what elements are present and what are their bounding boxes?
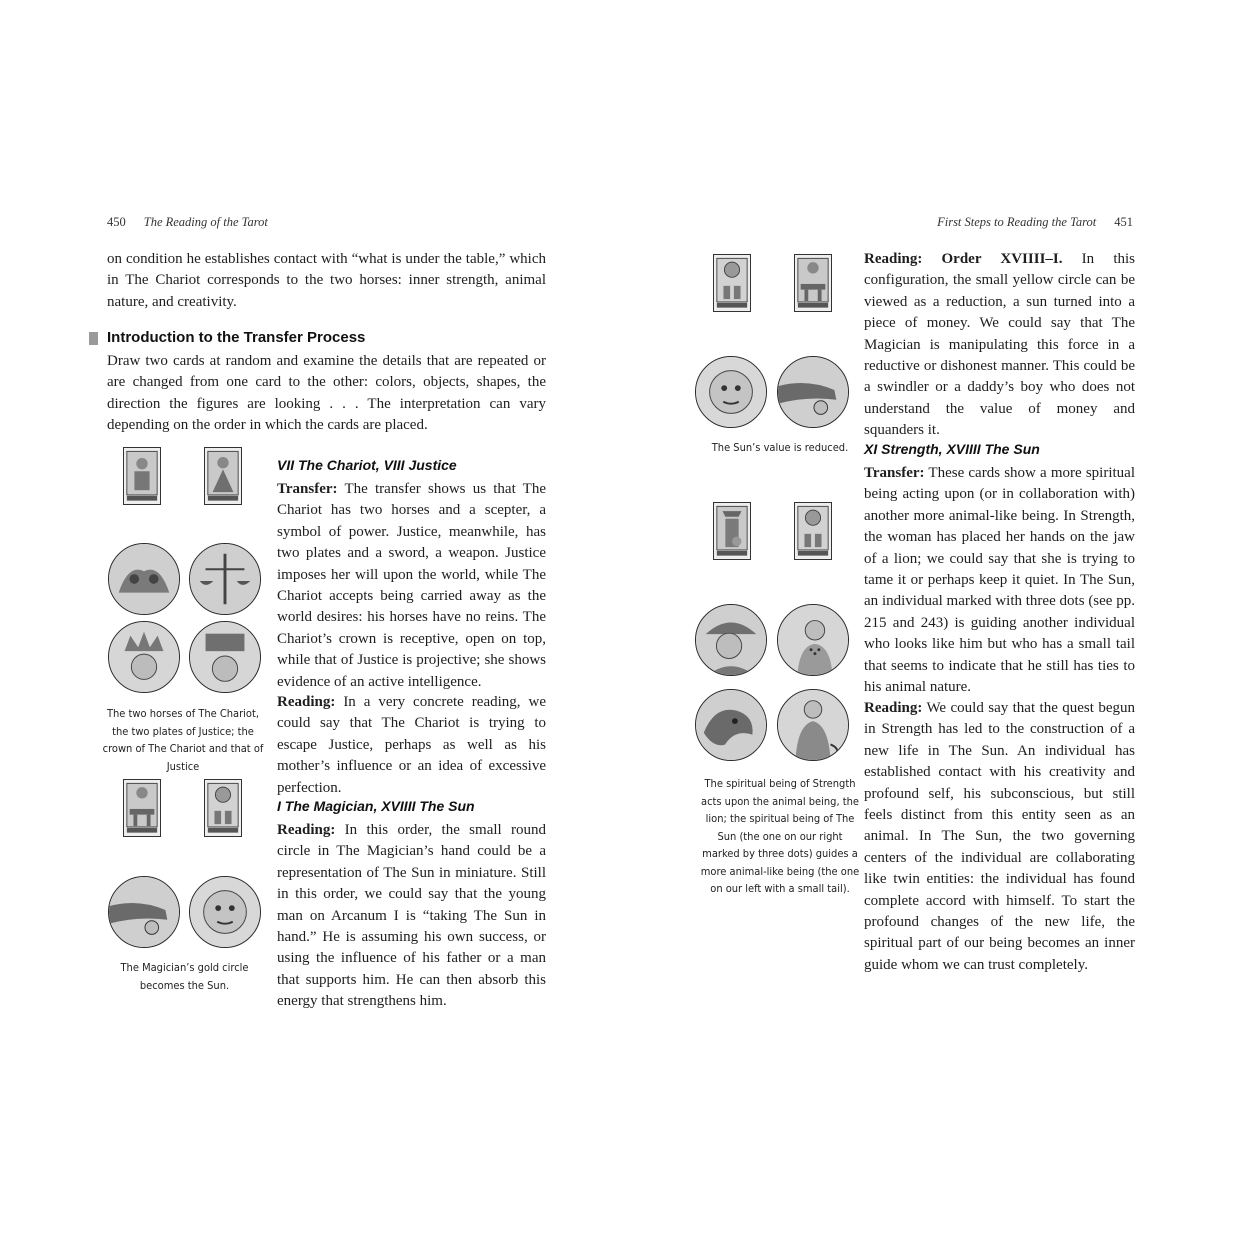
sun-card-image: [713, 254, 751, 312]
magician-card-image: [794, 254, 832, 312]
transfer-label: Transfer:: [277, 481, 338, 497]
strength-lion-detail: [695, 689, 767, 761]
sun-face-detail: [189, 876, 261, 948]
reading-paragraph-magician-sun: [277, 820, 546, 1013]
caption-chariot-justice: The two horses of The Chariot, the two plates of Justice; the crown of The Chariot and that of Justice: [102, 707, 264, 773]
justice-crown-detail: [189, 621, 261, 693]
transfer-paragraph-chariot-justice: [277, 479, 546, 693]
right-page: [620, 0, 1240, 1240]
left-running-head: [107, 215, 268, 230]
sun-figure-detail: [777, 604, 849, 676]
caption-sun-magician: The Sun’s value is reduced.: [711, 441, 849, 454]
sun-face-detail: [695, 356, 767, 428]
chariot-crown-detail: [108, 621, 180, 693]
right-page-number: 451: [1114, 215, 1133, 229]
intro-paragraph: on condition he establishes contact with “what is under the table,” which in The Chariot corresponds to the two horses: inner strength, animal nature, and creativity.: [107, 251, 546, 310]
section-heading: Introduction to the Transfer Process: [107, 329, 366, 346]
heading-magician-sun: I The Magician, XVIIII The Sun: [277, 798, 475, 814]
chariot-card-image: [123, 447, 161, 505]
sun-card-image: [794, 502, 832, 560]
heading-chariot-justice: VII The Chariot, VIII Justice: [277, 457, 457, 473]
transfer-label: Transfer:: [864, 465, 925, 481]
reading-label: Reading: Order XVIIII–I.: [864, 251, 1063, 267]
reading-paragraph-strength-sun: [864, 698, 1135, 976]
right-running-head: [937, 215, 1133, 230]
sun-tail-figure-detail: [777, 689, 849, 761]
heading-strength-sun: XI Strength, XVIIII The Sun: [864, 441, 1040, 457]
strength-woman-detail: [695, 604, 767, 676]
heading-marker: [89, 332, 98, 345]
sun-card-image: [204, 779, 242, 837]
transfer-text: These cards show a more spiritual being acting upon (or in collaboration with) another more animal-like being. In Strength, the woman has placed her hands on the jaw of a lion; we could say that she is trying to tame it or perhaps keep it quiet. In The Sun, an individual marked with three dots (see pp. 215 and 243) is guiding another individual who looks like him but who has a small tail that seems to indicate that he still has ties to his animal nature.: [864, 465, 1135, 696]
right-running-title: First Steps to Reading the Tarot: [937, 215, 1097, 229]
magician-hand-detail: [777, 356, 849, 428]
reading-text: In this configuration, the small yellow circle can be viewed as a reduction, a sun turned into a piece of money. We could say that The Magician is manipulating this force in a reductive or dishonest manner. This could be a swindler or a daddy’s boy who does not understand the value of money and squanders it.: [864, 251, 1136, 439]
magician-card-image: [123, 779, 161, 837]
left-page-number: 450: [107, 215, 126, 229]
chariot-horses-detail: [108, 543, 180, 615]
reading-text: In this order, the small round circle in The Magician’s hand could be a representation of The Sun in miniature. Still in this order, we could say that the young man on Arcanum I is “taking The Sun in hand.” He is assuming his own success, or using the influence of his father or a man that supports him. He can then absorb this energy that strengthens him.: [277, 822, 546, 1010]
left-running-title: The Reading of the Tarot: [143, 215, 268, 229]
reading-label: Reading:: [864, 700, 923, 716]
caption-magician-sun: The Magician’s gold circle becomes the Sun.: [120, 961, 249, 992]
section-paragraph: Draw two cards at random and examine the details that are repeated or are changed from one card to the other: colors, objects, shapes, the direction the figures are looking . . . The interpretation can vary depending on the order in which the cards are placed.: [107, 353, 546, 434]
reading-text: In a very concrete reading, we could say that The Chariot is trying to escape Justice, perhaps as well as his mother’s influence or an idea of excessive perfection.: [277, 694, 546, 796]
justice-plates-detail: [189, 543, 261, 615]
reading-label: Reading:: [277, 822, 336, 838]
reading-text: We could say that the quest begun in Strength has led to the construction of a new life in The Sun. An individual has established contact with his creativity and profound self, his subconscious, but still feels distinct from this entity seen as an animal. In The Sun, the two governing centers of the individual are collaborating like twin entities: the individual has found complete accord with himself. To start the profound changes of the new life, the spiritual part of our being becomes an inner guide whom we can trust completely.: [864, 700, 1135, 973]
reading-label: Reading:: [277, 694, 336, 710]
reading-paragraph-chariot-justice: [277, 692, 546, 799]
magician-hand-detail: [108, 876, 180, 948]
caption-strength-sun: The spiritual being of Strength acts upon the animal being, the lion; the spiritual being of The Sun (the one on our right marked by three dots) guides a more animal-like being (the one on our left with a small tail).: [700, 777, 860, 895]
transfer-paragraph-strength-sun: [864, 463, 1135, 698]
reading-paragraph-sun-magician: [864, 249, 1135, 442]
justice-card-image: [204, 447, 242, 505]
strength-card-image: [713, 502, 751, 560]
transfer-text: The transfer shows us that The Chariot has two horses and a scepter, a symbol of power. Justice, meanwhile, has two plates and a sword, a weapon. Justice imposes her will upon the world, while The Chariot accepts being carried away as the world desires: his horses have no reins. The Chariot’s crown is receptive, open on top, while that of Justice is projective; she shows evidence of an active intelligence.: [277, 481, 546, 690]
